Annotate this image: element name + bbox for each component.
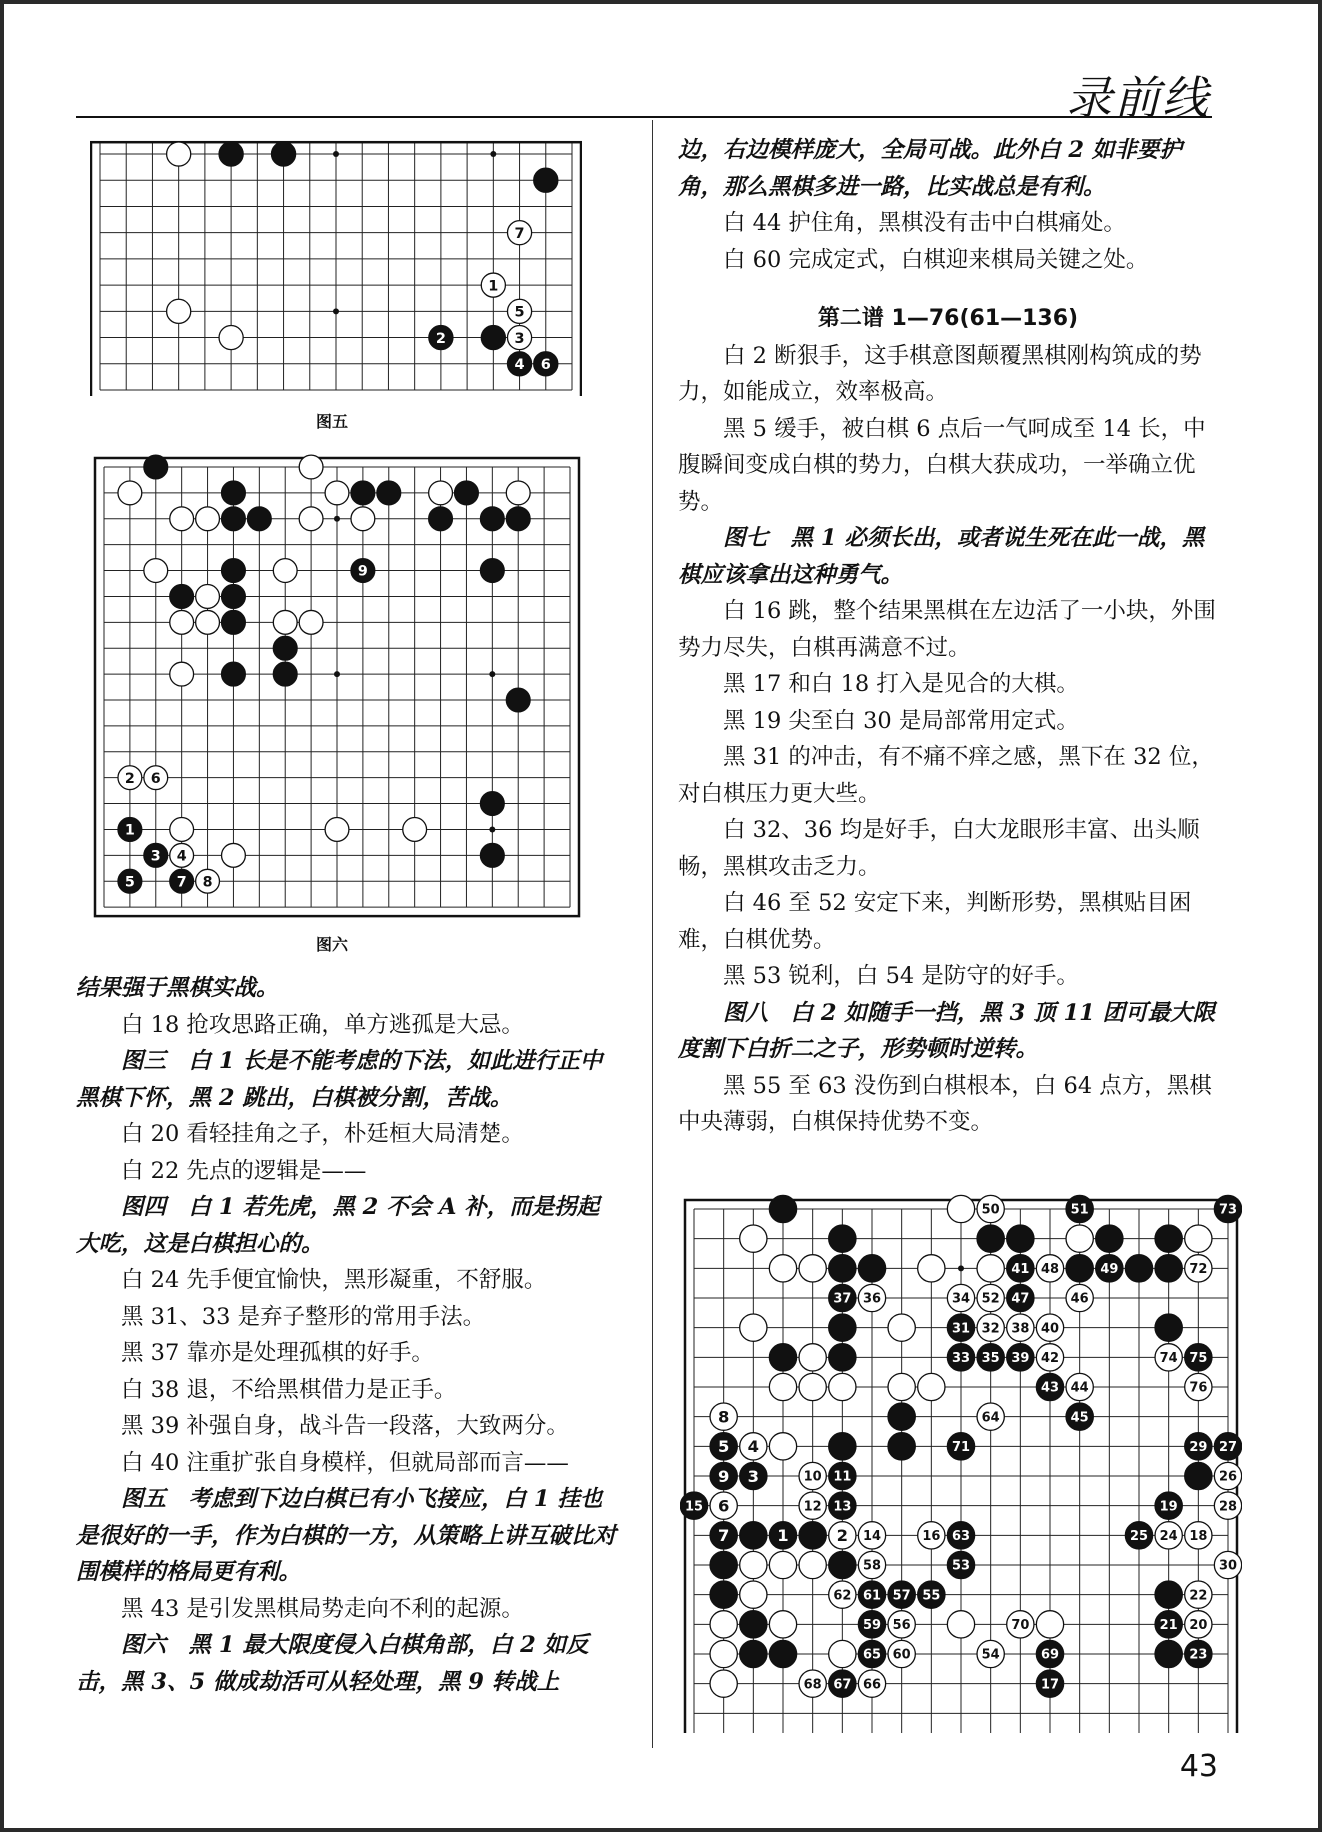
left_col-paragraph: 图五 考虑到下边白棋已有小飞接应，白 1 挂也是很好的一手，作为白棋的一方，从策略上讲互破比对围模样的格局更有利。 [76, 1486, 617, 1585]
right_col-paragraph: 图八 白 2 如随手一挡，黑 3 顶 11 团可最大限度割下白折二之子，形势顿时逆转。 [678, 999, 1216, 1062]
move-number: 47 [1011, 1291, 1030, 1307]
white-stone [710, 1640, 737, 1667]
white-stone [170, 662, 194, 686]
black-stone [740, 1640, 767, 1667]
black-stone [481, 325, 505, 349]
move-number: 14 [862, 1529, 882, 1545]
move-number: 11 [833, 1469, 852, 1485]
black-stone [480, 843, 504, 867]
black-stone [1155, 1581, 1182, 1608]
go-board-fig8 [680, 1179, 1242, 1733]
fig5-board-svg [90, 134, 582, 396]
move-number: 61 [862, 1588, 882, 1604]
move-number: 13 [833, 1499, 852, 1515]
left_col-paragraph: 白 20 看轻挂角之子，朴廷桓大局清楚。 [121, 1121, 524, 1147]
move-number: 73 [1218, 1202, 1238, 1218]
move-number: 1 [488, 278, 499, 295]
black-stone [1155, 1640, 1182, 1667]
move-number: 48 [1040, 1262, 1060, 1278]
move-number: 6 [150, 770, 161, 787]
move-number: 57 [892, 1588, 911, 1604]
white-stone [1185, 1225, 1212, 1252]
move-number: 26 [1218, 1469, 1238, 1485]
black-stone [769, 1344, 796, 1371]
white-stone [1066, 1225, 1093, 1252]
column-divider [652, 120, 653, 1748]
white-stone [222, 843, 246, 867]
white-stone [325, 818, 349, 842]
left-text-column [76, 970, 616, 1700]
move-number: 51 [1070, 1202, 1089, 1218]
move-number: 40 [1040, 1321, 1060, 1337]
white-stone [769, 1373, 796, 1400]
move-number: 74 [1159, 1351, 1178, 1367]
left_col-paragraph: 黑 37 靠亦是处理孤棋的好手。 [121, 1340, 434, 1366]
move-number: 24 [1159, 1529, 1178, 1545]
move-number: 58 [862, 1558, 882, 1574]
black-stone [480, 559, 504, 583]
black-stone [247, 507, 271, 531]
move-number: 16 [922, 1529, 941, 1545]
white-stone [799, 1551, 826, 1578]
black-stone [829, 1225, 856, 1252]
move-number: 68 [803, 1677, 822, 1693]
white-stone [829, 1640, 856, 1667]
move-number: 38 [1011, 1321, 1030, 1337]
black-stone [829, 1314, 856, 1341]
left_col-paragraph: 白 38 退，不给黑棋借力是正手。 [121, 1376, 457, 1403]
black-stone [144, 455, 168, 479]
black-stone [534, 168, 558, 192]
move-number: 52 [981, 1291, 1000, 1307]
black-stone [273, 636, 297, 660]
black-stone [351, 481, 375, 505]
move-number: 3 [514, 330, 525, 347]
move-number: 8 [202, 874, 213, 891]
right_col-paragraph: 白 60 完成定式，白棋迎来棋局关键之处。 [723, 246, 1149, 273]
hoshi-point [490, 151, 496, 157]
black-stone [769, 1640, 796, 1667]
move-number: 17 [1040, 1677, 1060, 1693]
move-number: 2 [836, 1526, 849, 1546]
black-stone [222, 507, 246, 531]
right_col-paragraph: 黑 55 至 63 没伤到白棋根本，白 64 点方，黑棋中央薄弱，白棋保持优势不变。 [678, 1072, 1212, 1135]
left_col-paragraph: 图六 黑 1 最大限度侵入白棋角部，白 2 如反击，黑 3、5 做成劫活可从轻处理，黑 9 转战上 [76, 1632, 589, 1695]
move-number: 56 [892, 1618, 911, 1634]
white-stone [167, 299, 191, 323]
right_col-paragraph: 边，右边模样庞大，全局可战。此外白 2 如非要护角，那么黑棋多进一路，比实战总是有利。 [678, 137, 1182, 200]
black-stone [977, 1225, 1004, 1252]
move-number: 53 [951, 1558, 971, 1574]
move-number: 7 [176, 874, 187, 891]
move-number: 31 [951, 1321, 971, 1337]
white-stone [888, 1373, 915, 1400]
white-stone [918, 1373, 945, 1400]
white-stone [888, 1314, 915, 1341]
move-number: 15 [684, 1499, 704, 1515]
hoshi-point [489, 826, 495, 832]
black-stone [170, 585, 194, 609]
move-number: 20 [1189, 1618, 1208, 1634]
black-stone [710, 1551, 737, 1578]
move-number: 39 [1011, 1351, 1030, 1367]
move-number: 69 [1040, 1647, 1060, 1663]
left_col-paragraph: 图四 白 1 若先虎，黑 2 不会 A 补，而是拐起大吃，这是白棋担心的。 [76, 1194, 600, 1257]
white-stone [947, 1611, 974, 1638]
hoshi-point [958, 1265, 964, 1271]
black-stone [740, 1611, 767, 1638]
black-stone [740, 1522, 767, 1549]
move-number: 19 [1159, 1499, 1178, 1515]
white-stone [429, 481, 453, 505]
move-number: 76 [1189, 1380, 1208, 1396]
left_col-paragraph: 白 24 先手便宜愉快，黑形凝重，不舒服。 [121, 1267, 547, 1293]
left_col-paragraph: 图三 白 1 长是不能考虑的下法，如此进行正中黑棋下怀，黑 2 跳出，白棋被分割，苦战。 [76, 1048, 603, 1111]
go-board-fig6 [90, 439, 584, 921]
move-number: 28 [1218, 1499, 1238, 1515]
move-number: 49 [1100, 1262, 1119, 1278]
move-number: 37 [833, 1291, 852, 1307]
white-stone [769, 1433, 796, 1460]
black-stone [506, 688, 530, 712]
black-stone [1155, 1225, 1182, 1252]
right_col-paragraph: 黑 53 锐利，白 54 是防守的好手。 [723, 963, 1079, 989]
right_col-paragraph: 黑 5 缓手，被白棋 6 点后一气呵成至 14 长，中腹瞬间变成白棋的势力，白棋大获成功，一举确立优势。 [678, 415, 1206, 515]
hoshi-point [334, 516, 340, 522]
black-stone [829, 1344, 856, 1371]
move-number: 72 [1189, 1262, 1208, 1278]
white-stone [740, 1225, 767, 1252]
move-number: 21 [1159, 1618, 1178, 1634]
white-stone [769, 1611, 796, 1638]
white-stone [219, 325, 243, 349]
left_col-paragraph: 白 40 注重扩张自身模样，但就局部而言—— [121, 1449, 569, 1476]
left_col-paragraph: 黑 39 补强自身，战斗告一段落，大致两分。 [121, 1413, 569, 1439]
move-number: 3 [747, 1466, 760, 1486]
move-number: 36 [862, 1291, 882, 1307]
black-stone [219, 142, 243, 166]
right_col-paragraph: 黑 17 和白 18 打入是见合的大棋。 [723, 671, 1079, 697]
move-number: 75 [1189, 1351, 1208, 1367]
book-page [4, 4, 1318, 1828]
black-stone [271, 142, 295, 166]
move-number: 54 [981, 1647, 1000, 1663]
go-board-fig5 [90, 134, 582, 396]
move-number: 70 [1011, 1618, 1030, 1634]
move-number: 18 [1189, 1529, 1208, 1545]
running-header: 录前线 [1066, 71, 1210, 125]
white-stone [799, 1344, 826, 1371]
white-stone [144, 559, 168, 583]
move-number: 50 [981, 1202, 1000, 1218]
right_col-paragraph: 图七 黑 1 必须长出，或者说生死在此一战，黑棋应该拿出这种勇气。 [678, 525, 1205, 588]
black-stone [888, 1433, 915, 1460]
move-number: 30 [1218, 1558, 1238, 1574]
move-number: 5 [514, 304, 525, 321]
fig8-board-svg [680, 1179, 1242, 1733]
move-number: 2 [124, 770, 135, 787]
black-stone [710, 1581, 737, 1608]
left_col-paragraph: 白 18 抢攻思路正确，单方逃孤是大忌。 [121, 1011, 524, 1038]
white-stone [170, 610, 194, 634]
move-number: 42 [1040, 1351, 1060, 1367]
black-stone [829, 1433, 856, 1460]
right_col-paragraph: 白 32、36 均是好手，白大龙眼形丰富、出头顺畅，黑棋攻击乏力。 [678, 817, 1200, 880]
move-number: 5 [124, 874, 135, 891]
move-number: 22 [1189, 1588, 1208, 1604]
left_col-paragraph: 黑 31、33 是弃子整形的常用手法。 [121, 1303, 486, 1330]
white-stone [829, 1373, 856, 1400]
white-stone [799, 1373, 826, 1400]
white-stone [167, 142, 191, 166]
move-number: 59 [862, 1618, 882, 1634]
white-stone [918, 1255, 945, 1282]
move-number: 66 [862, 1677, 882, 1693]
black-stone [1185, 1462, 1212, 1489]
black-stone [222, 559, 246, 583]
white-stone [769, 1551, 796, 1578]
move-number: 8 [717, 1407, 730, 1427]
move-number: 1 [124, 822, 135, 839]
hoshi-point [334, 671, 340, 677]
white-stone [299, 507, 323, 531]
move-number: 25 [1129, 1529, 1149, 1545]
white-stone [947, 1195, 974, 1222]
white-stone [273, 559, 297, 583]
white-stone [118, 481, 142, 505]
black-stone [1125, 1255, 1152, 1282]
black-stone [829, 1551, 856, 1578]
move-number: 4 [176, 848, 187, 865]
move-number: 67 [833, 1677, 852, 1693]
move-number: 71 [951, 1440, 971, 1456]
black-stone [829, 1255, 856, 1282]
black-stone [480, 792, 504, 816]
white-stone [403, 818, 427, 842]
black-stone [455, 481, 479, 505]
black-stone [377, 481, 401, 505]
right_col-paragraph: 黑 31 的冲击，有不痛不痒之感，黑下在 32 位，对白棋压力更大些。 [678, 744, 1214, 807]
move-number: 35 [981, 1351, 1000, 1367]
white-stone [299, 610, 323, 634]
white-stone [170, 507, 194, 531]
white-stone [299, 455, 323, 479]
black-stone [506, 507, 530, 531]
move-number: 44 [1070, 1380, 1089, 1396]
white-stone [325, 481, 349, 505]
move-number: 4 [747, 1437, 760, 1457]
white-stone [740, 1551, 767, 1578]
move-number: 29 [1189, 1440, 1208, 1456]
white-stone [710, 1611, 737, 1638]
move-number: 27 [1218, 1440, 1238, 1456]
white-stone [740, 1581, 767, 1608]
white-stone [769, 1255, 796, 1282]
white-stone [196, 507, 220, 531]
black-stone [273, 662, 297, 686]
white-stone [799, 1255, 826, 1282]
move-number: 34 [951, 1291, 971, 1307]
white-stone [506, 481, 530, 505]
black-stone [799, 1522, 826, 1549]
fig6-board-svg [90, 439, 584, 921]
black-stone [222, 610, 246, 634]
move-number: 64 [981, 1410, 1000, 1426]
white-stone [740, 1314, 767, 1341]
hoshi-point [489, 671, 495, 677]
white-stone [273, 610, 297, 634]
fig6-caption: 图六 [315, 935, 348, 954]
move-number: 55 [922, 1588, 941, 1604]
black-stone [769, 1195, 796, 1222]
fig5-caption: 图五 [315, 412, 348, 431]
header-rule [76, 116, 1212, 118]
move-number: 43 [1040, 1380, 1060, 1396]
white-stone [196, 585, 220, 609]
hoshi-point [333, 308, 339, 314]
move-number: 9 [717, 1466, 730, 1486]
black-stone [1007, 1225, 1034, 1252]
move-number: 7 [514, 225, 525, 242]
white-stone [351, 507, 375, 531]
left_col-paragraph: 黑 43 是引发黑棋局势走向不利的起源。 [121, 1595, 524, 1622]
move-number: 60 [892, 1647, 911, 1663]
right_col-paragraph: 白 44 护住角，黑棋没有击中白棋痛处。 [723, 210, 1126, 236]
white-stone [196, 610, 220, 634]
black-stone [222, 481, 246, 505]
hoshi-point [333, 151, 339, 157]
move-number: 23 [1189, 1647, 1208, 1663]
black-stone [888, 1403, 915, 1430]
move-number: 7 [717, 1526, 730, 1546]
white-stone [977, 1255, 1004, 1282]
right_col-paragraph: 白 46 至 52 安定下来，判断形势，黑棋贴目困难，白棋优势。 [678, 890, 1192, 953]
move-number: 65 [862, 1647, 882, 1663]
black-stone [1096, 1225, 1123, 1252]
move-number: 2 [435, 330, 446, 347]
move-number: 4 [514, 356, 525, 373]
move-number: 3 [150, 848, 161, 865]
move-number: 41 [1011, 1262, 1030, 1278]
move-number: 63 [951, 1529, 971, 1545]
move-number: 10 [803, 1469, 822, 1485]
move-number: 62 [833, 1588, 852, 1604]
move-number: 6 [540, 356, 551, 373]
black-stone [1066, 1255, 1093, 1282]
right_col-paragraph: 第二谱 1—76(61—136) [817, 306, 1079, 331]
white-stone [710, 1670, 737, 1697]
black-stone [1155, 1314, 1182, 1341]
white-stone [1036, 1611, 1063, 1638]
move-number: 46 [1070, 1291, 1089, 1307]
black-stone [429, 507, 453, 531]
white-stone [170, 818, 194, 842]
move-number: 9 [357, 563, 368, 580]
black-stone [222, 585, 246, 609]
move-number: 6 [717, 1496, 730, 1516]
right_col-paragraph: 白 2 断狠手，这手棋意图颠覆黑棋刚构筑成的势力，如能成立，效率极高。 [678, 342, 1202, 405]
move-number: 1 [777, 1526, 789, 1546]
move-number: 33 [951, 1351, 971, 1367]
move-number: 32 [981, 1321, 1000, 1337]
page-number: 43 [1179, 1749, 1218, 1784]
black-stone [480, 507, 504, 531]
move-number: 45 [1070, 1410, 1089, 1426]
left_col-paragraph: 结果强于黑棋实战。 [76, 975, 279, 1001]
left_col-paragraph: 白 22 先点的逻辑是—— [121, 1157, 367, 1184]
right_col-paragraph: 黑 19 尖至白 30 是局部常用定式。 [723, 707, 1079, 734]
black-stone [858, 1255, 885, 1282]
right-text-column [678, 132, 1218, 1141]
move-number: 12 [803, 1499, 822, 1515]
black-stone [1155, 1255, 1182, 1282]
black-stone [222, 662, 246, 686]
move-number: 5 [717, 1437, 730, 1457]
right_col-paragraph: 白 16 跳，整个结果黑棋在左边活了一小块，外围势力尽失，白棋再满意不过。 [678, 598, 1216, 661]
